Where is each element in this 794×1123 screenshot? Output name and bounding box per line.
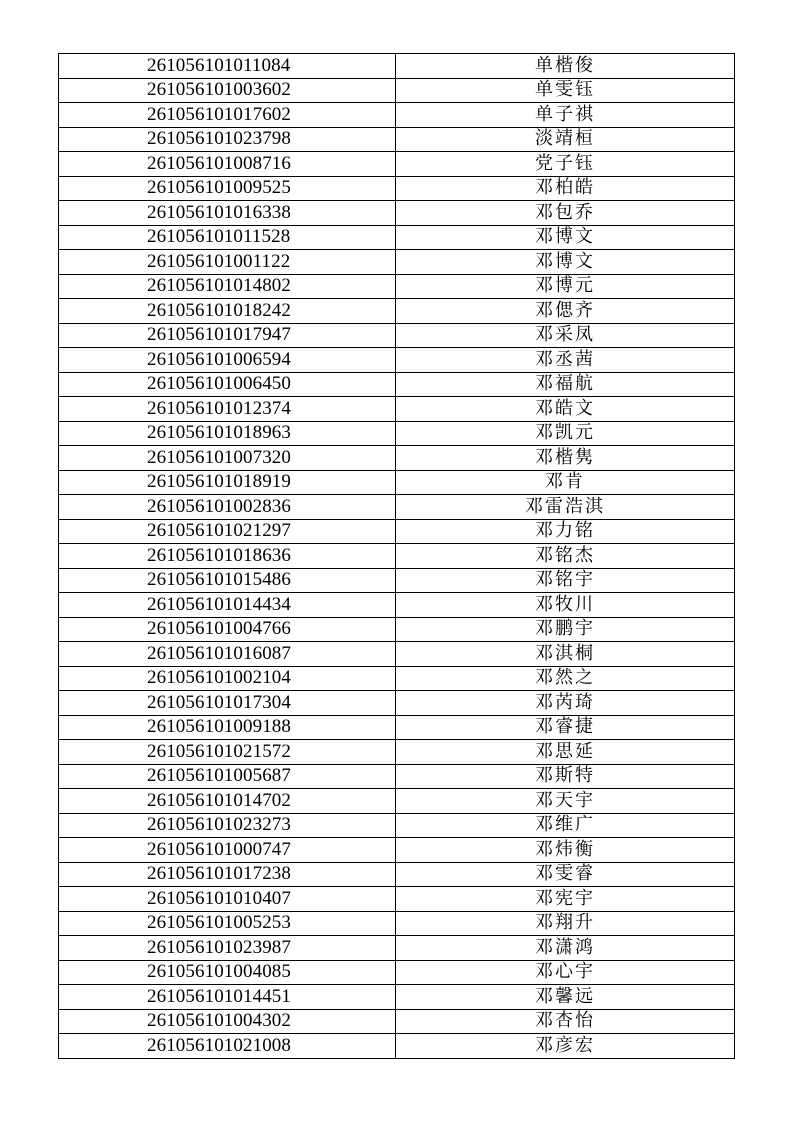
table-row	[59, 936, 735, 961]
table-row	[59, 274, 735, 299]
table-row	[59, 789, 735, 814]
candidate-name-cell: 邓凯元	[396, 421, 735, 446]
candidate-name-cell: 邓翔升	[396, 911, 735, 936]
candidate-name-cell: 邓包乔	[396, 201, 735, 226]
candidate-id-cell: 261056101017947	[59, 323, 396, 348]
candidate-id-cell: 261056101018919	[59, 470, 396, 495]
candidate-id-cell: 261056101000747	[59, 838, 396, 863]
candidate-id-cell: 261056101021572	[59, 740, 396, 765]
table-row	[59, 103, 735, 128]
table-row	[59, 176, 735, 201]
candidate-id-cell: 261056101007320	[59, 446, 396, 471]
candidate-name-cell: 邓芮琦	[396, 691, 735, 716]
table-row	[59, 78, 735, 103]
candidate-id-cell: 261056101012374	[59, 397, 396, 422]
candidate-name-cell: 邓偲齐	[396, 299, 735, 324]
candidate-id-cell: 261056101005687	[59, 764, 396, 789]
table-row	[59, 372, 735, 397]
candidate-id-cell: 261056101018963	[59, 421, 396, 446]
candidate-id-cell: 261056101006450	[59, 372, 396, 397]
candidate-id-cell: 261056101002836	[59, 495, 396, 520]
candidate-name-cell: 邓彦宏	[396, 1034, 735, 1059]
candidate-id-cell: 261056101010407	[59, 887, 396, 912]
candidate-id-cell: 261056101008716	[59, 152, 396, 177]
candidate-id-cell: 261056101016087	[59, 642, 396, 667]
candidate-id-cell: 261056101006594	[59, 348, 396, 373]
candidate-name-cell: 邓丞茜	[396, 348, 735, 373]
candidate-id-cell: 261056101021008	[59, 1034, 396, 1059]
candidate-name-cell: 邓斯特	[396, 764, 735, 789]
candidate-name-cell: 邓心宇	[396, 960, 735, 985]
table-row	[59, 887, 735, 912]
candidate-name-cell: 单楷俊	[396, 54, 735, 79]
table-row	[59, 470, 735, 495]
table-row	[59, 225, 735, 250]
table-row	[59, 593, 735, 618]
table-row	[59, 201, 735, 226]
table-row	[59, 666, 735, 691]
candidate-name-cell: 邓睿捷	[396, 715, 735, 740]
table-row	[59, 348, 735, 373]
candidate-id-cell: 261056101009525	[59, 176, 396, 201]
table-row	[59, 985, 735, 1010]
candidate-id-cell: 261056101004085	[59, 960, 396, 985]
table-row	[59, 421, 735, 446]
table-row	[59, 838, 735, 863]
table-row	[59, 960, 735, 985]
candidate-name-cell: 邓福航	[396, 372, 735, 397]
candidate-name-cell: 邓肯	[396, 470, 735, 495]
table-row	[59, 127, 735, 152]
table-row	[59, 617, 735, 642]
candidate-id-cell: 261056101017304	[59, 691, 396, 716]
candidate-id-cell: 261056101023987	[59, 936, 396, 961]
candidate-id-cell: 261056101014451	[59, 985, 396, 1010]
candidate-id-cell: 261056101001122	[59, 250, 396, 275]
table-row	[59, 568, 735, 593]
table-row	[59, 250, 735, 275]
table-row	[59, 54, 735, 79]
candidate-name-cell: 淡靖桓	[396, 127, 735, 152]
candidate-name-cell: 邓铭杰	[396, 544, 735, 569]
candidate-id-cell: 261056101004766	[59, 617, 396, 642]
table-row	[59, 1034, 735, 1059]
roster-table	[58, 53, 735, 1059]
candidate-id-cell: 261056101014802	[59, 274, 396, 299]
candidate-name-cell: 邓楷隽	[396, 446, 735, 471]
candidate-id-cell: 261056101017238	[59, 862, 396, 887]
table-row	[59, 152, 735, 177]
candidate-id-cell: 261056101021297	[59, 519, 396, 544]
table-row	[59, 446, 735, 471]
candidate-name-cell: 邓鹏宇	[396, 617, 735, 642]
candidate-id-cell: 261056101011528	[59, 225, 396, 250]
candidate-name-cell: 邓牧川	[396, 593, 735, 618]
candidate-name-cell: 邓潇鸿	[396, 936, 735, 961]
candidate-name-cell: 邓雷浩淇	[396, 495, 735, 520]
table-row	[59, 764, 735, 789]
table-row	[59, 1009, 735, 1034]
candidate-name-cell: 邓铭宇	[396, 568, 735, 593]
candidate-name-cell: 党子钰	[396, 152, 735, 177]
table-row	[59, 862, 735, 887]
candidate-id-cell: 261056101017602	[59, 103, 396, 128]
candidate-id-cell: 261056101015486	[59, 568, 396, 593]
table-row	[59, 323, 735, 348]
table-row	[59, 544, 735, 569]
table-row	[59, 299, 735, 324]
candidate-name-cell: 邓皓文	[396, 397, 735, 422]
candidate-name-cell: 邓宪宇	[396, 887, 735, 912]
table-row	[59, 397, 735, 422]
candidate-name-cell: 邓淇桐	[396, 642, 735, 667]
candidate-name-cell: 邓柏皓	[396, 176, 735, 201]
candidate-name-cell: 邓维广	[396, 813, 735, 838]
candidate-id-cell: 261056101003602	[59, 78, 396, 103]
candidate-name-cell: 邓博文	[396, 250, 735, 275]
candidate-id-cell: 261056101023273	[59, 813, 396, 838]
candidate-name-cell: 邓然之	[396, 666, 735, 691]
candidate-name-cell: 邓杏怡	[396, 1009, 735, 1034]
candidate-name-cell: 邓馨远	[396, 985, 735, 1010]
candidate-id-cell: 261056101009188	[59, 715, 396, 740]
roster-table-body	[59, 54, 735, 1059]
table-row	[59, 495, 735, 520]
candidate-id-cell: 261056101018636	[59, 544, 396, 569]
table-row	[59, 911, 735, 936]
table-row	[59, 691, 735, 716]
candidate-name-cell: 单雯钰	[396, 78, 735, 103]
candidate-name-cell: 邓力铭	[396, 519, 735, 544]
candidate-id-cell: 261056101014702	[59, 789, 396, 814]
candidate-id-cell: 261056101004302	[59, 1009, 396, 1034]
table-row	[59, 642, 735, 667]
candidate-id-cell: 261056101002104	[59, 666, 396, 691]
candidate-id-cell: 261056101011084	[59, 54, 396, 79]
table-row	[59, 740, 735, 765]
candidate-name-cell: 邓博文	[396, 225, 735, 250]
candidate-name-cell: 邓采凤	[396, 323, 735, 348]
candidate-name-cell: 单子祺	[396, 103, 735, 128]
candidate-name-cell: 邓雯睿	[396, 862, 735, 887]
candidate-name-cell: 邓炜衡	[396, 838, 735, 863]
candidate-id-cell: 261056101023798	[59, 127, 396, 152]
candidate-id-cell: 261056101005253	[59, 911, 396, 936]
candidate-id-cell: 261056101016338	[59, 201, 396, 226]
candidate-name-cell: 邓博元	[396, 274, 735, 299]
candidate-id-cell: 261056101018242	[59, 299, 396, 324]
candidate-name-cell: 邓天宇	[396, 789, 735, 814]
table-row	[59, 519, 735, 544]
table-row	[59, 813, 735, 838]
candidate-name-cell: 邓思延	[396, 740, 735, 765]
candidate-id-cell: 261056101014434	[59, 593, 396, 618]
table-row	[59, 715, 735, 740]
